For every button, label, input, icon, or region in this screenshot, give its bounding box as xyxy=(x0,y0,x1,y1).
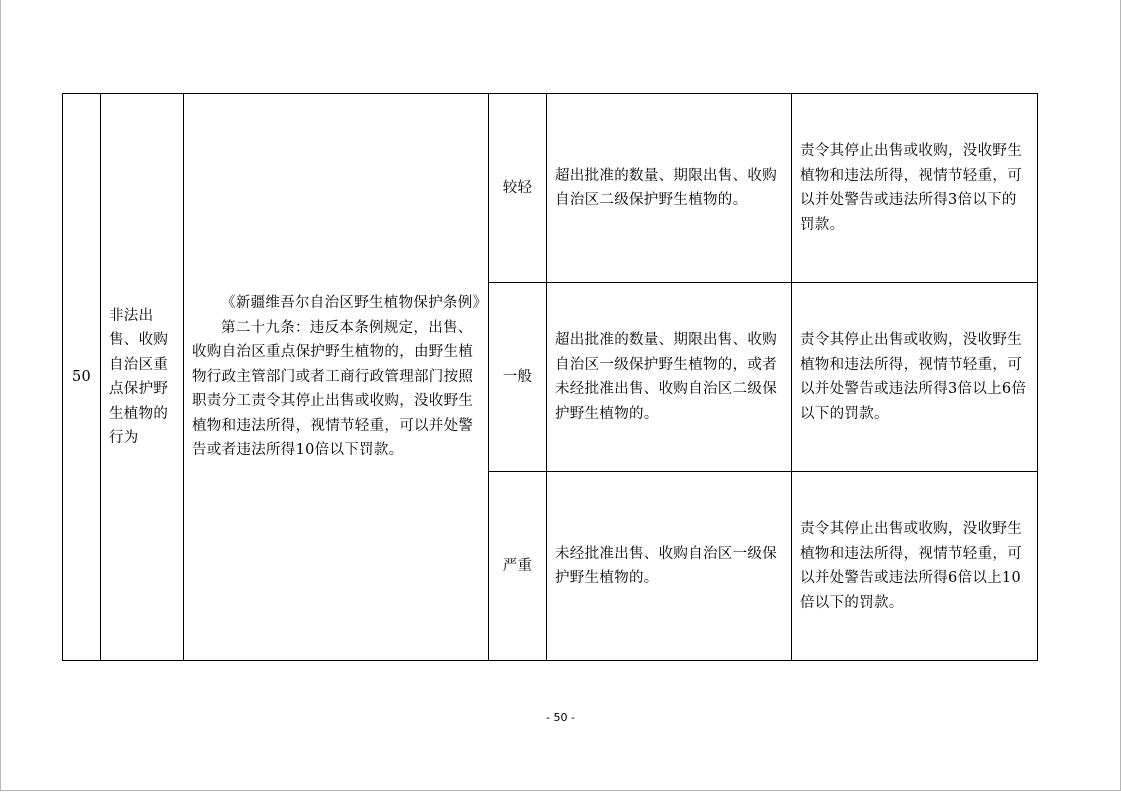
level-minor: 较轻 xyxy=(489,94,547,283)
table-row xyxy=(63,94,1038,283)
circumstance-serious: 未经批准出售、收购自治区一级保护野生植物的。 xyxy=(547,472,792,661)
legal-basis xyxy=(184,94,489,661)
level-serious: 严重 xyxy=(489,472,547,661)
standard-serious: 责令其停止出售或收购，没收野生植物和违法所得，视情节轻重，可以并处警告或违法所得6倍以上10倍以下的罚款。 xyxy=(792,472,1038,661)
regulation-article: 第二十九条：违反本条例规定，出售、收购自治区重点保护野生植物的，由野生植物行政主管部门或者工商行政管理部门按照职责分工责令其停止出售或收购，没收野生植物和违法所得，视情节轻重，可以并处警告或者违法所得10倍以下罚款。 xyxy=(192,319,474,459)
standard-general: 责令其停止出售或收购，没收野生植物和违法所得，视情节轻重，可以并处警告或违法所得3倍以上6倍以下的罚款。 xyxy=(792,283,1038,472)
regulation-title: 《新疆维吾尔自治区野生植物保护条例》 xyxy=(221,295,488,312)
violation-name: 非法出售、收购自治区重点保护野生植物的行为 xyxy=(101,94,184,661)
standard-minor: 责令其停止出售或收购，没收野生植物和违法所得，视情节轻重，可以并处警告或违法所得3倍以下的罚款。 xyxy=(792,94,1038,283)
circumstance-general: 超出批准的数量、期限出售、收购自治区一级保护野生植物的，或者未经批准出售、收购自治区二级保护野生植物的。 xyxy=(547,283,792,472)
level-general: 一般 xyxy=(489,283,547,472)
item-number: 50 xyxy=(63,94,101,661)
penalty-discretion-table xyxy=(62,93,1038,661)
circumstance-minor: 超出批准的数量、期限出售、收购自治区二级保护野生植物的。 xyxy=(547,94,792,283)
page-number: - 50 - xyxy=(546,711,575,724)
